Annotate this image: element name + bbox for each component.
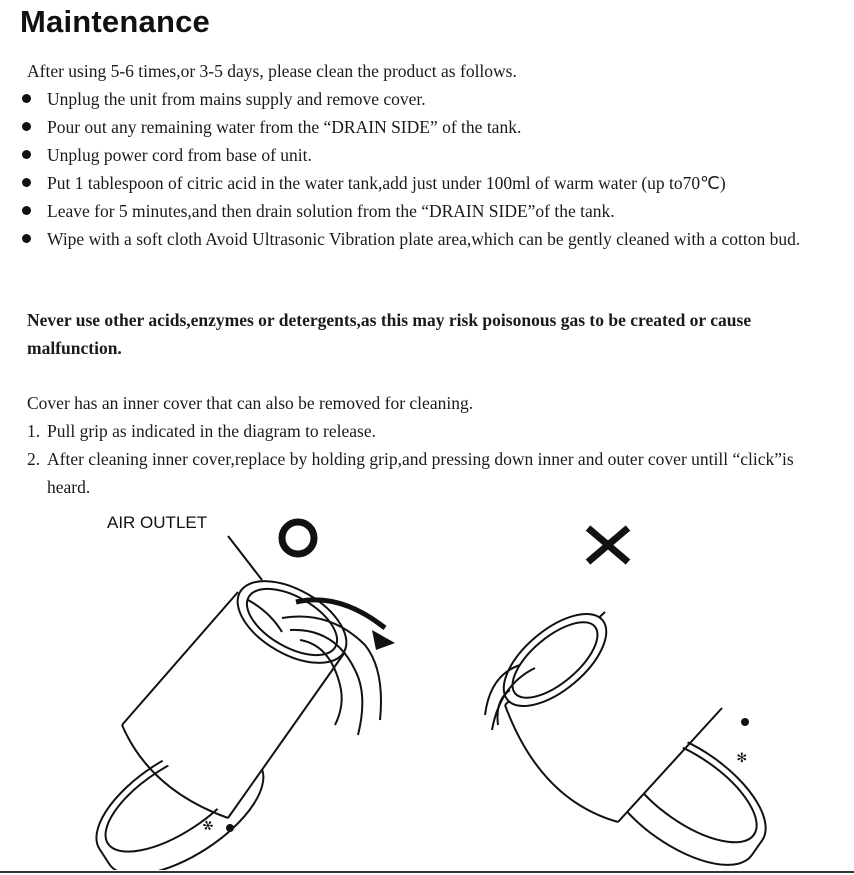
air-outlet-label: AIR OUTLET (107, 513, 208, 532)
bullet-icon (22, 178, 31, 187)
step-text: After cleaning inner cover,replace by holding grip,and pressing down inner and outer cover untill “click”is heard. (47, 449, 794, 497)
humidifier-wrong-illustration (485, 597, 785, 870)
list-item: Unplug the unit from mains supply and remove cover. (20, 85, 845, 113)
list-item: Pour out any remaining water from the “DRAIN SIDE” of the tank. (20, 113, 845, 141)
warning-text: Never use other acids,enzymes or detergents,as this may risk poisonous gas to be created or cause malfunction. (27, 310, 752, 358)
list-item: Wipe with a soft cloth Avoid Ultrasonic Vibration plate area,which can be gently cleaned with a cotton bud. (20, 225, 845, 253)
svg-text:✻: ✻ (200, 817, 217, 836)
list-item (27, 417, 827, 445)
svg-text:✻: ✻ (731, 749, 750, 767)
rotate-arrow-icon (372, 630, 395, 650)
correct-circle-icon (282, 522, 314, 554)
step-number: 2. (27, 449, 41, 469)
air-outlet-pointer (228, 536, 262, 580)
bullet-icon (22, 206, 31, 215)
list-item (27, 445, 827, 501)
bullet-icon (22, 122, 31, 131)
intro-text: After using 5-6 times,or 3-5 days, please clean the product as follows. (27, 61, 517, 81)
list-item: Leave for 5 minutes,and then drain solution from the “DRAIN SIDE”of the tank. (20, 197, 845, 225)
bottom-divider (0, 871, 854, 873)
cover-intro-text: Cover has an inner cover that can also be removed for cleaning. (27, 393, 474, 413)
step-text: Pull grip as indicated in the diagram to release. (47, 421, 376, 441)
wrong-cross-icon (588, 528, 628, 562)
step-number: 1. (27, 421, 41, 441)
cover-removal-diagram (0, 500, 854, 870)
bullet-icon (22, 150, 31, 159)
humidifier-correct-illustration (78, 564, 385, 870)
cover-steps-list (27, 417, 827, 501)
bullet-icon (22, 234, 31, 243)
page-title: Maintenance (20, 4, 210, 39)
list-item: Put 1 tablespoon of citric acid in the water tank,add just under 100ml of warm water (up to70℃) (20, 169, 845, 197)
bullet-icon (22, 94, 31, 103)
list-item: Unplug power cord from base of unit. (20, 141, 845, 169)
maintenance-steps-list (20, 85, 845, 253)
